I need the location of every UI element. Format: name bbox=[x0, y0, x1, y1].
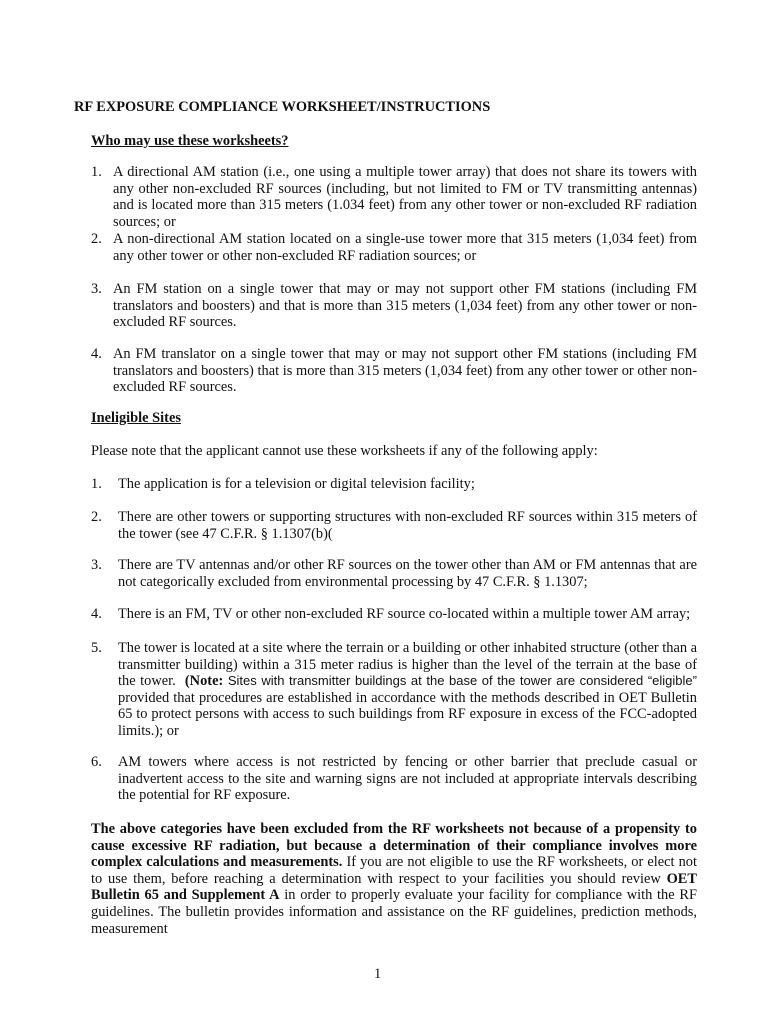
ineligible-item-text bbox=[118, 640, 697, 740]
who-item-text: An FM station on a single tower that may or may not support other FM stations (including FM translators and boosters) and that is more than 315 meters (1,034 feet) from any other tower or non-excluded RF sources. bbox=[113, 281, 697, 331]
who-item-number: 4. bbox=[91, 346, 102, 362]
ineligible-item-text: There is an FM, TV or other non-excluded RF source co-located within a multiple tower AM array; bbox=[118, 606, 691, 622]
ineligible-intro: Please note that the applicant cannot use these worksheets if any of the following apply: bbox=[91, 443, 598, 459]
closing-text-1: If you are not eligible to use the RF worksheets, or elect not to use them, before reaching a determination with respect to your facilities you should review bbox=[91, 854, 697, 887]
ineligible-item-5-text-before: The tower is located at a site where the terrain or a building or other inhabited structure (other than a transmitter building) within a 315 meter radius is higher than the level of the terrain at the base of the tower. bbox=[118, 640, 698, 690]
ineligible-item-text: The application is for a television or digital television facility; bbox=[118, 476, 475, 492]
ineligible-sites-heading: Ineligible Sites bbox=[91, 410, 181, 426]
ineligible-item-5-text-after: provided that procedures are established in accordance with the methods described in OET Bulletin 65 to protect persons with access to such buildings from RF exposure in excess of the FCC-adopted limits.); or bbox=[118, 689, 697, 739]
ineligible-item-number: 3. bbox=[91, 557, 102, 573]
ineligible-item-number: 4. bbox=[91, 606, 102, 622]
who-item-text: A directional AM station (i.e., one using a multiple tower array) that does not share its towers with any other non-excluded RF sources (including, but not limited to FM or TV transmitting antennas) and is located more than 315 meters (1.034 feet) from any other tower or non-excluded RF radiation sources; or bbox=[113, 164, 697, 230]
ineligible-item-text: AM towers where access is not restricted by fencing or other barrier that preclude casual or inadvertent access to the site and warning signs are not included at appropriate intervals describing the potential for RF exposure. bbox=[118, 754, 697, 804]
closing-text-2: in order to properly evaluate your facility for compliance with the RF guidelines. The bulletin provides information and assistance on the RF guidelines, prediction methods, measurement bbox=[91, 887, 697, 937]
who-item-text: A non-directional AM station located on a single-use tower more that 315 meters (1,034 feet) from any other tower or other non-excluded RF radiation sources; or bbox=[113, 231, 697, 264]
closing-paragraph bbox=[91, 821, 697, 937]
ineligible-item-text: There are TV antennas and/or other RF sources on the tower other than AM or FM antennas that are not categorically excluded from environmental processing by 47 C.F.R. § 1.1307; bbox=[118, 557, 697, 590]
ineligible-item-text: There are other towers or supporting structures with non-excluded RF sources within 315 meters of the tower (see 47 C.F.R. § 1.1307(b)( bbox=[118, 509, 697, 542]
page-number: 1 bbox=[374, 966, 382, 982]
who-item-text: An FM translator on a single tower that may or may not support other FM stations (including FM translators and boosters) that is more than 315 meters (1,034 feet) from any other tower or other non-excluded RF sources. bbox=[113, 346, 697, 396]
note-text: Sites with transmitter buildings at the base of the tower are considered “eligible” bbox=[227, 673, 697, 689]
closing-bold-reference: OET Bulletin 65 and Supplement A bbox=[91, 870, 697, 904]
who-item-number: 1. bbox=[91, 164, 102, 180]
who-item-number: 2. bbox=[91, 231, 102, 247]
closing-bold-statement: The above categories have been excluded from the RF worksheets not because of a propensity to cause excessive RF radiation, but because a determination of their compliance involves more complex calculations and measurements. bbox=[91, 821, 697, 871]
ineligible-item-number: 6. bbox=[91, 754, 102, 770]
ineligible-item-number: 5. bbox=[91, 640, 102, 656]
ineligible-item-number: 2. bbox=[91, 509, 102, 525]
who-item-number: 3. bbox=[91, 281, 102, 297]
note-label: (Note: bbox=[184, 673, 224, 690]
who-may-use-heading: Who may use these worksheets? bbox=[91, 133, 289, 149]
ineligible-item-number: 1. bbox=[91, 476, 102, 492]
document-title: RF EXPOSURE COMPLIANCE WORKSHEET/INSTRUCTIONS bbox=[74, 99, 491, 115]
